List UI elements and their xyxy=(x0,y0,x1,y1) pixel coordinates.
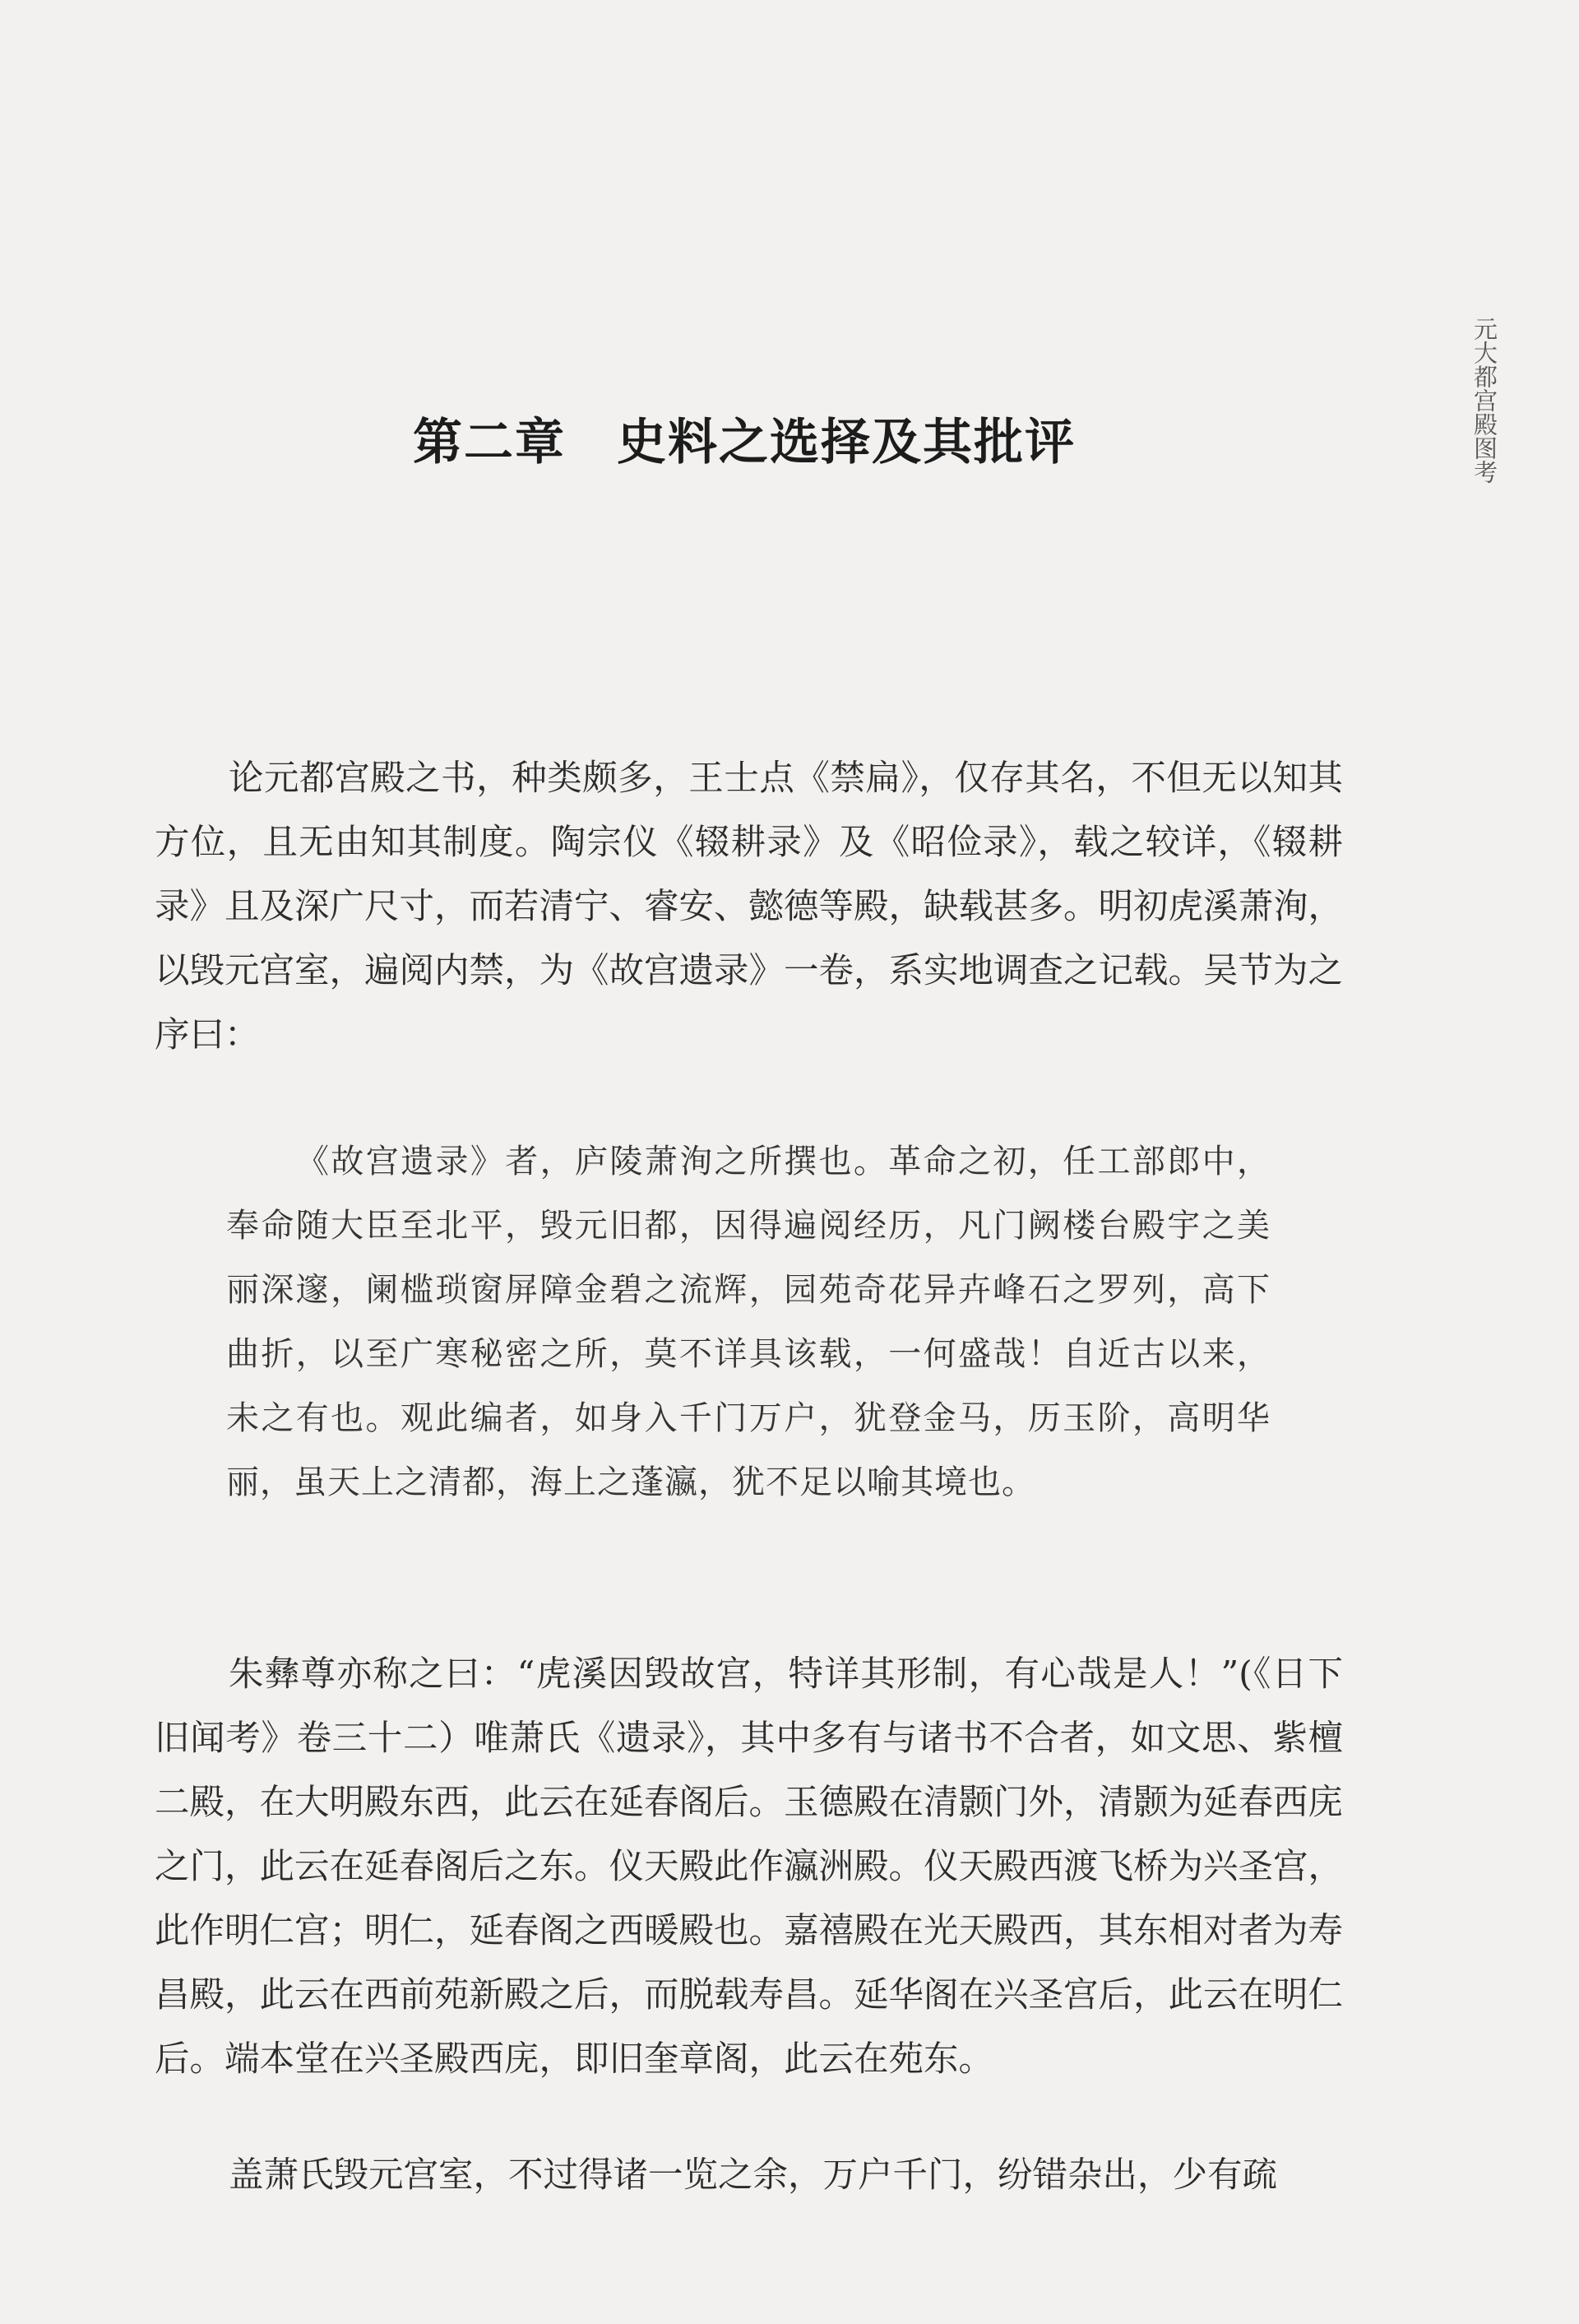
body-paragraph: 朱彝尊亦称之曰：“虎溪因毁故宫，特详其形制，有心哉是人！”(《日下旧闻考》卷三十二）唯萧氏《遗录》，其中多有与诸书不合者，如文思、紫檀二殿，在大明殿东西，此云在延春阁后。玉德殿在清颢门外，清颢为延春西庑之门，此云在延春阁后之东。仪天殿此作瀛洲殿。仪天殿西渡飞桥为兴圣宫，此作明仁宫；明仁，延春阁之西暖殿也。嘉禧殿在光天殿西，其东相对者为寿昌殿，此云在西前苑新殿之后，而脱载寿昌。延华阁在兴圣宫后，此云在明仁后。端本堂在兴圣殿西庑，即旧奎章阁，此云在苑东。 xyxy=(155,1654,1344,2080)
running-header-book-title: 元大都宫殿图考 xyxy=(1470,317,1498,484)
chapter-title: 第二章 史料之选择及其批评 xyxy=(413,414,1076,472)
body-paragraph: 论元都宫殿之书，种类颇多，王士点《禁扁》，仅存其名，不但无以知其方位，且无由知其制度。陶宗仪《辍耕录》及《昭俭录》，载之较详，《辍耕录》且及深广尺寸，而若清宁、睿安、懿德等殿，缺载甚多。明初虎溪萧洵，以毁元宫室，遍阅内禁，为《故宫遗录》一卷，系实地调查之记载。吴节为之序曰： xyxy=(155,758,1344,1055)
block-quote: 《故宫遗录》者，庐陵萧洵之所撰也。革命之初，任工部郎中，奉命随大臣至北平，毁元旧都，因得遍阅经历，凡门阙楼台殿宇之美丽深邃，阑槛琐窗屏障金碧之流辉，园苑奇花异卉峰石之罗列，高下曲折，以至广寒秘密之所，莫不详具该载，一何盛哉！自近古以来，未之有也。观此编者，如身入千门万户，犹登金马，历玉阶，高明华丽，虽天上之清都，海上之蓬瀛，犹不足以喻其境也。 xyxy=(226,1143,1271,1501)
body-paragraph: 盖萧氏毁元宫室，不过得诸一览之余，万户千门，纷错杂出，少有疏 xyxy=(229,2155,1278,2196)
